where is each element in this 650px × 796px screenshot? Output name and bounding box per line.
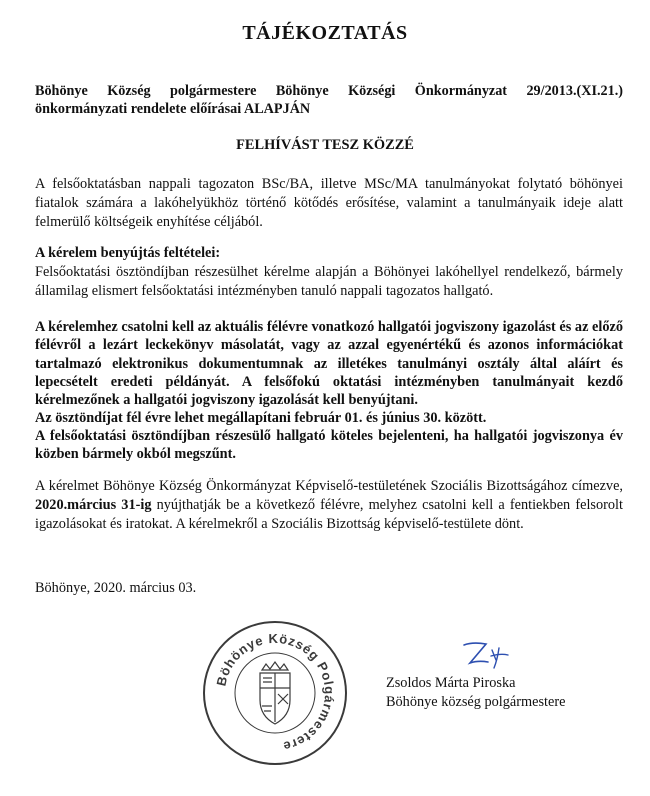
requirement-attachments: A kérelemhez csatolni kell az aktuális félévre vonatkozó hallgatói jogviszony igazolást és az előző félévről a lezárt leckekönyv másolatát, vagy az azzal egyenértékű és azonos információkat tartalmazó elektronikus dokumentumnak az illetékes tanulmányi osztály által aláírt és lepecsételt eredeti példányát. A felsőfokú oktatási intézményben tanulmányait kezdő kérelmezőnek a hallgatói jogviszony igazolását kell benyújtani. <box>35 319 623 409</box>
conditions-section <box>35 244 623 301</box>
conditions-heading: A kérelem benyújtás feltételei: <box>35 245 221 261</box>
document-date: Böhönye, 2020. március 03. <box>35 580 197 596</box>
announcement-callout: FELHÍVÁST TESZ KÖZZÉ <box>236 137 414 153</box>
official-stamp <box>200 618 350 768</box>
document-title: TÁJÉKOZTATÁS <box>242 22 408 44</box>
submission-text-2: nyújthatják be a következő félévre, melyhez csatolni kell a fentiekben felsorolt igazolásokat és iratokat. A kérelmekről a Szociális Bizottság képviselő-testülete dönt. <box>35 497 623 532</box>
handwritten-signature <box>458 636 522 670</box>
conditions-text: Felsőoktatási ösztöndíjban részesülhet kérelme alapján a Böhönyei lakóhellyel rendelkező, bármely államilag elismert felsőoktatási intézményben tanuló nappali tagozatos hallgató. <box>35 264 623 299</box>
requirement-notification: A felsőoktatási ösztöndíjban részesülő hallgató köteles bejelenteni, ha hallgatói jogviszonya év közben bármely okból megszűnt. <box>35 428 623 463</box>
signatory-role: Böhönye község polgármestere <box>386 694 566 710</box>
svg-text:Böhönye Község Polgármestere: Böhönye Község Polgármestere <box>213 630 338 755</box>
purpose-paragraph: A felsőoktatásban nappali tagozaton BSc/BA, illetve MSc/MA tanulmányokat folytató böhönyei fiatalok számára a lakóhelyükhöz történő kötődés erősítése, valamint a tanulmányaik ideje alatt felmerülő költségeik enyhítése céljából. <box>35 176 623 230</box>
submission-text-1: A kérelmet Böhönye Község Önkormányzat Képviselő-testületének Szociális Bizottságához címezve, <box>35 478 623 494</box>
coat-of-arms-icon <box>260 662 290 724</box>
submission-deadline: 2020.március 31-ig <box>35 497 152 513</box>
signatory-name: Zsoldos Márta Piroska <box>386 675 516 691</box>
submission-paragraph <box>35 477 623 534</box>
requirement-period: Az ösztöndíjat fél évre lehet megállapítani február 01. és június 30. között. <box>35 410 487 426</box>
signature-block <box>386 674 565 712</box>
intro-paragraph: Böhönye Község polgármestere Böhönye Községi Önkormányzat 29/2013.(XI.21.) önkormányzati rendelete előírásai ALAPJÁN <box>35 83 623 117</box>
